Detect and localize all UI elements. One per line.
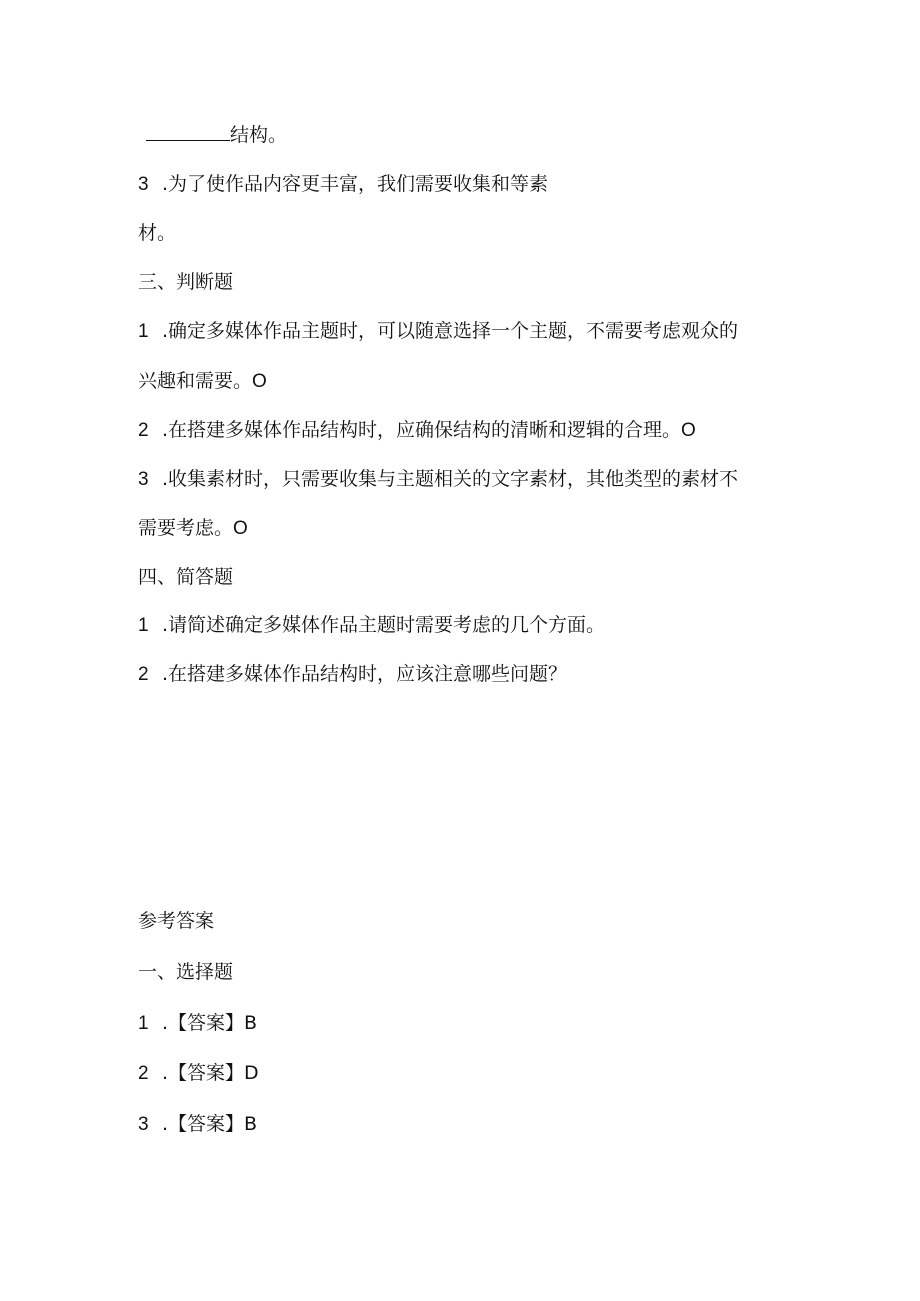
short-item-2: 2 .在搭建多媒体作品结构时，应该注意哪些问题？ xyxy=(138,663,568,685)
judge-item-3-line2: 需要考虑。O xyxy=(138,517,248,539)
judge-heading: 三、判断题 xyxy=(138,271,234,293)
short-item-1: 1 .请简述确定多媒体作品主题时需要考虑的几个方面。 xyxy=(138,614,606,636)
fill-q3-line2: 材。 xyxy=(138,222,177,244)
short-heading: 四、简答题 xyxy=(138,566,234,588)
fill-q2-tail: 结构。 xyxy=(138,122,287,147)
answer-item-3: 3 .【答案】B xyxy=(138,1113,258,1135)
judge-item-1-line2: 兴趣和需要。O xyxy=(138,370,267,392)
answer-item-2: 2 .【答案】D xyxy=(138,1062,259,1084)
judge-mark: O xyxy=(252,371,267,392)
answers-section: 一、选择题 xyxy=(138,961,234,983)
judge-item-2: 2 .在搭建多媒体作品结构时，应确保结构的清晰和逻辑的合理。O xyxy=(138,419,696,441)
answer-item-1: 1 .【答案】B xyxy=(138,1012,258,1034)
judge-mark: O xyxy=(681,420,696,441)
fill-q3-line1: 3 .为了使作品内容更丰富，我们需要收集和等素 xyxy=(138,173,549,195)
answer-blank xyxy=(146,122,230,141)
answers-heading: 参考答案 xyxy=(138,910,215,932)
judge-item-1-line1: 1 .确定多媒体作品主题时，可以随意选择一个主题，不需要考虑观众的 xyxy=(138,320,739,342)
judge-item-3-line1: 3 .收集素材时，只需要收集与主题相关的文字素材，其他类型的素材不 xyxy=(138,468,739,490)
judge-mark: O xyxy=(233,518,248,539)
